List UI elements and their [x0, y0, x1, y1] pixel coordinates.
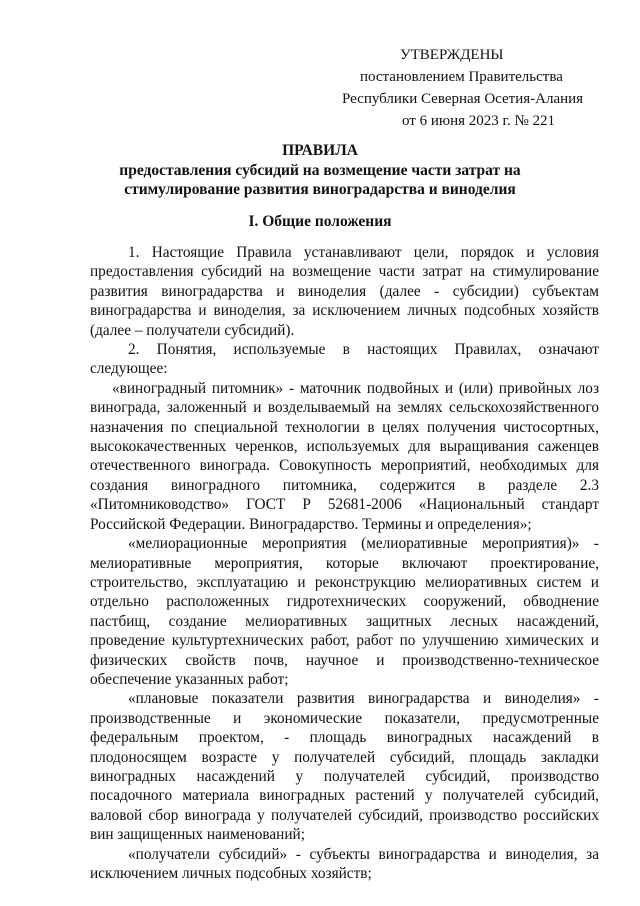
section-heading: I. Общие положения	[248, 213, 392, 230]
definition-melioration-measures: «мелиорационные мероприятия (мелиоративные мероприятия)» - мелиоративные мероприятия, которые включают проектирование, строительство, эксплуатацию и реконструкцию мелиоративных систем и отдельно расположенных гидротехнических сооружений, обводнение пастбищ, создание мелиоративных защитных лесных насаждений, проведение культуртехнических работ, работ по улучшению химических и физических свойств почв, научное и производственно-техническое обеспечение указанных работ;	[90, 535, 599, 688]
paragraph-2: 2. Понятия, используемые в настоящих Правилах, означают следующее:	[90, 341, 599, 378]
document-body	[90, 243, 599, 883]
approval-line: Республики Северная Осетия-Алания	[342, 91, 584, 107]
document-title: ПРАВИЛА	[282, 142, 358, 159]
approval-block	[340, 44, 590, 132]
definition-planned-indicators: «плановые показатели развития виноградарства и виноделия» - производственные и экономические показатели, предусмотренные федеральным проектом, - площадь виноградных насаждений в плодоносящем возрасте у получателей субсидий, площадь закладки виноградных насаждений у получателей субсидий, производство посадочного материала виноградных растений у получателей субсидий, валовой сбор винограда у получателей субсидий, производство российских вин защищенных наименований;	[90, 690, 599, 844]
approval-line: постановлением Правительства	[360, 69, 563, 85]
approval-date-number: от 6 июня 2023 г. № 221	[402, 113, 556, 129]
definition-vineyard-nursery: «виноградный питомник» - маточник подвойных и (или) привойных лоз винограда, заложенный и возделываемый на землях сельскохозяйственного назначения по специальной технологии в целях получения чистосортных, высококачественных черенков, используемых для выращивания саженцев отечественного винограда. Совокупность мероприятий, необходимых для создания виноградного питомника, содержится в разделе 2.3 «Питомниководство» ГОСТ Р 52681-2006 «Национальный стандарт Российской Федерации. Виноградарство. Термины и определения»;	[90, 379, 599, 533]
definition-subsidy-recipients: «получатели субсидий» - субъекты виноградарства и виноделия, за исключением личных подсобных хозяйств;	[90, 845, 599, 882]
approval-title: УТВЕРЖДЕНЫ	[400, 47, 504, 63]
document-subtitle: предоставления субсидий на возмещение части затрат на стимулирование развития виноградарства и виноделия	[119, 162, 521, 198]
paragraph-1: 1. Настоящие Правила устанавливают цели, порядок и условия предоставления субсидий на возмещение части затрат на стимулирование развития виноградарства и виноделия (далее - субсидии) субъектам виноградарства и виноделия, за исключением личных подсобных хозяйств (далее – получатели субсидий).	[90, 244, 599, 339]
